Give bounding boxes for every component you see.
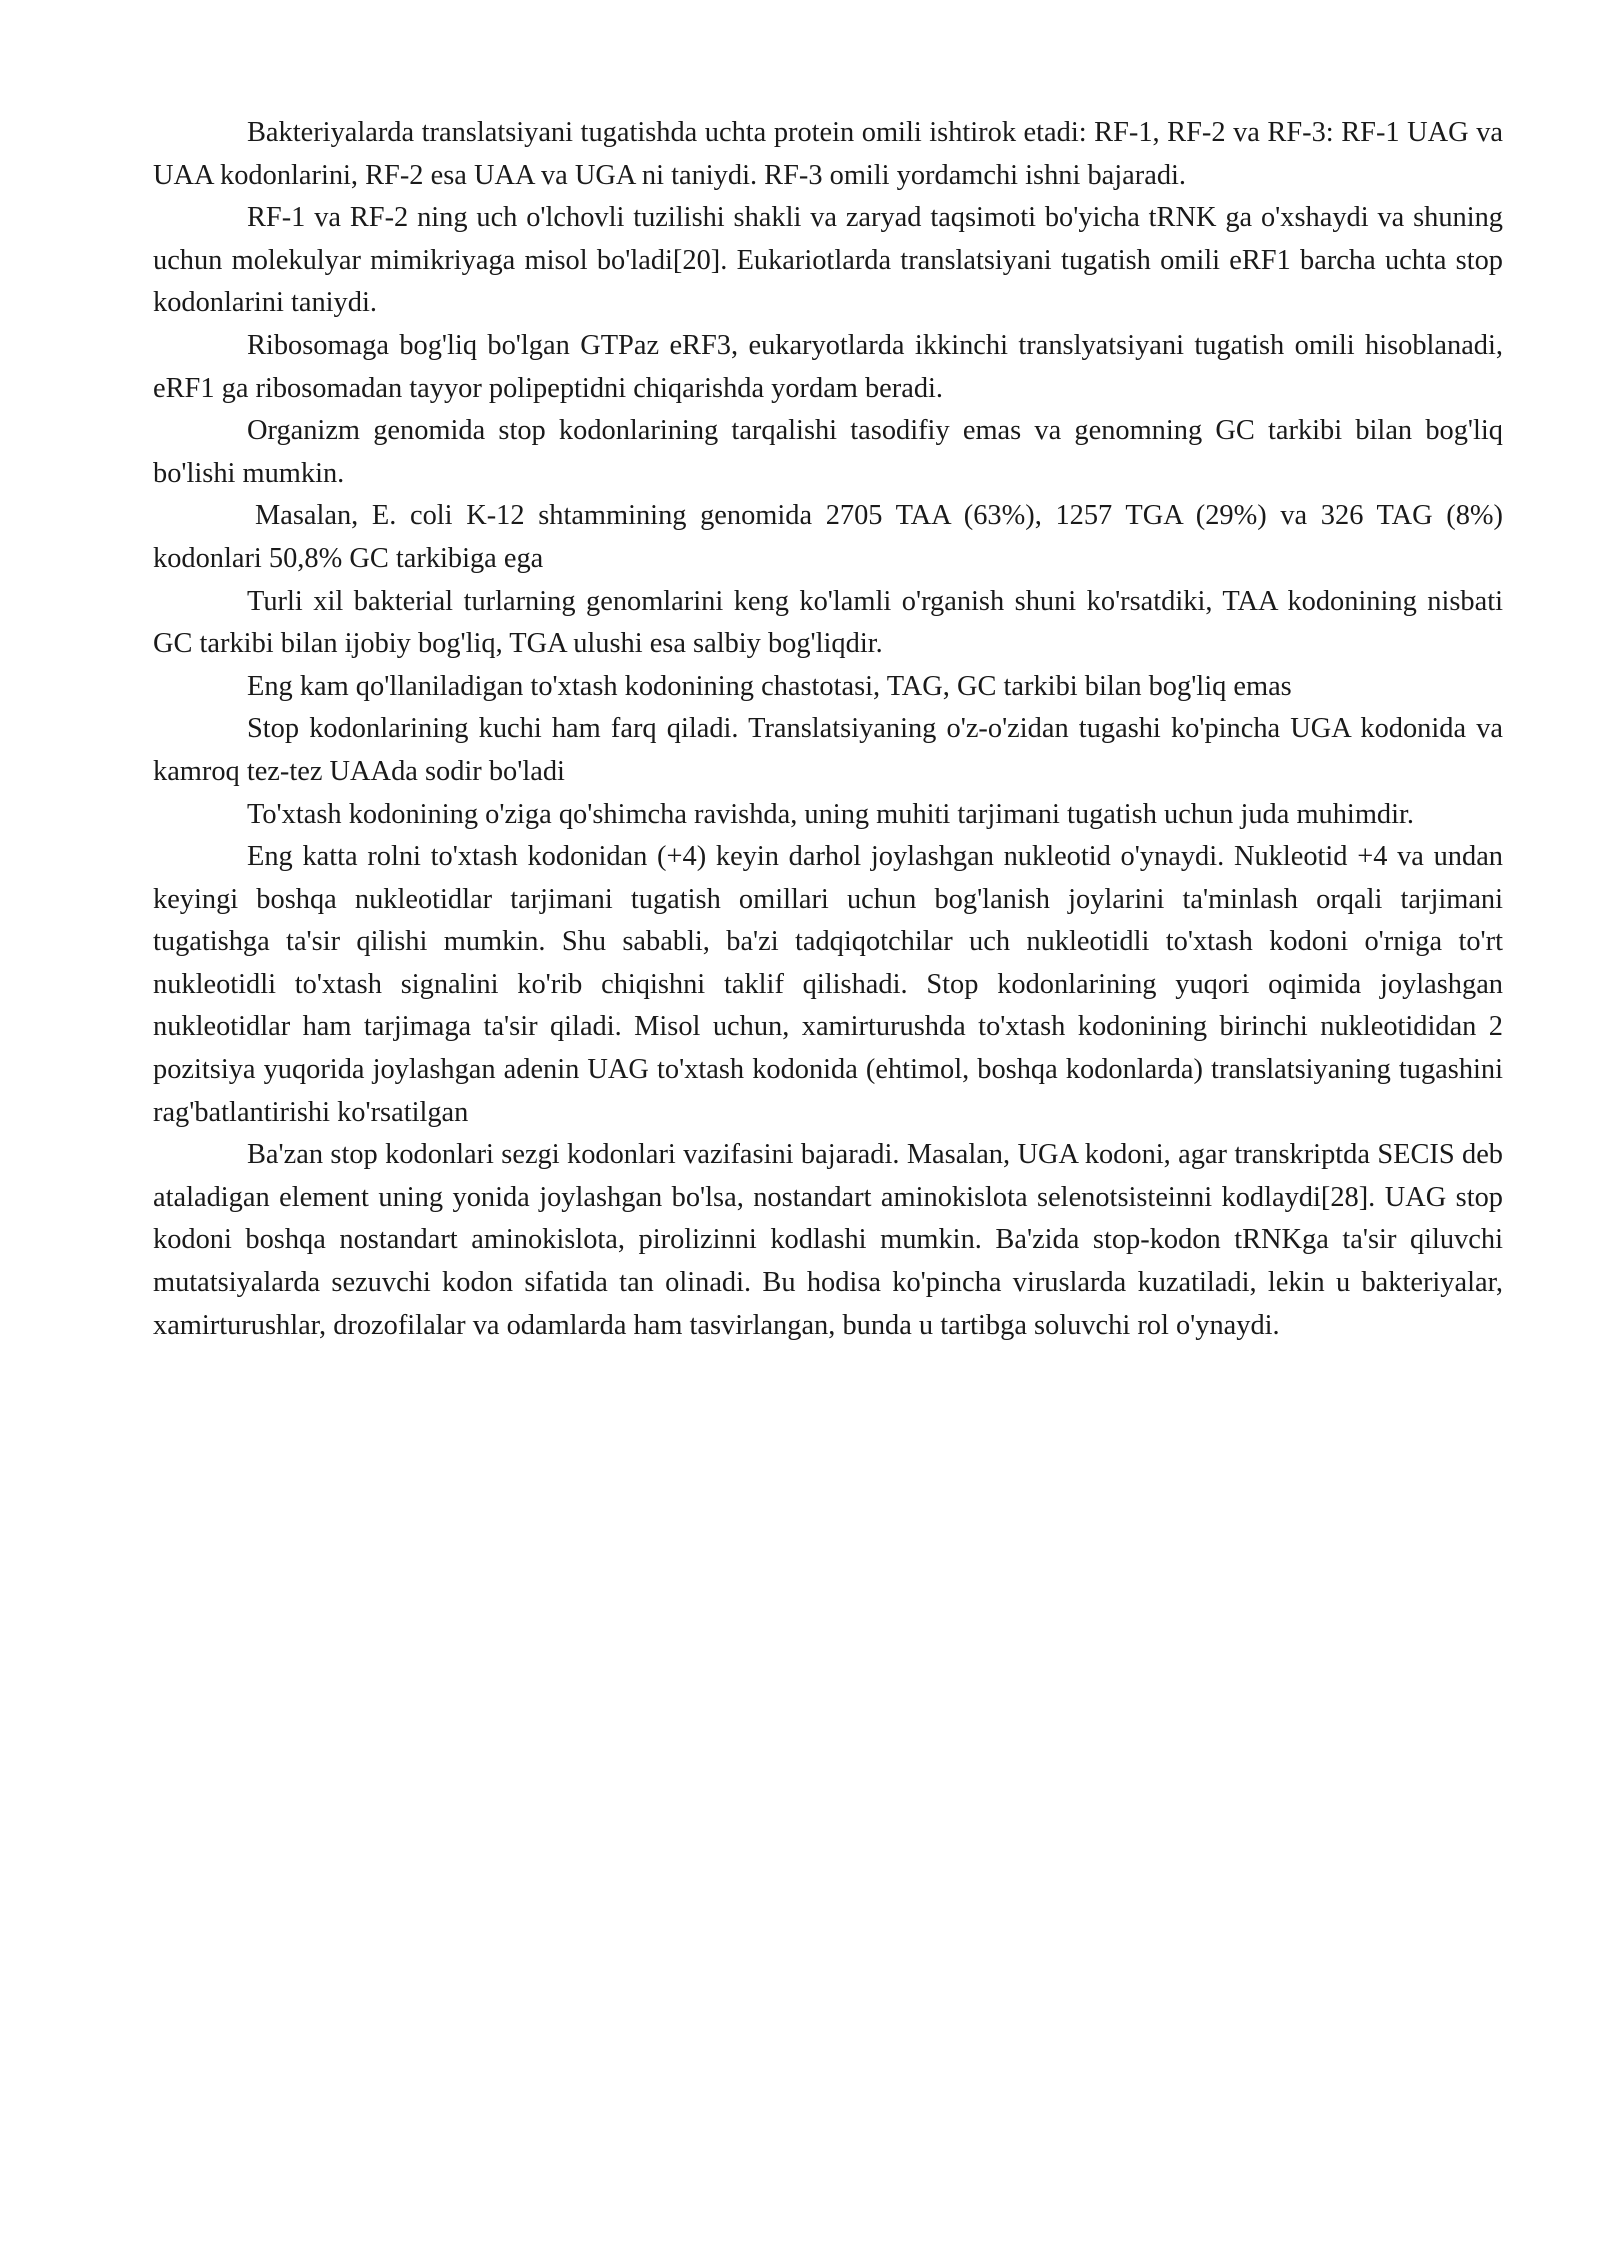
paragraph-release-factors: Bakteriyalarda translatsiyani tugatishda uchta protein omili ishtirok etadi: RF-1, RF-2 va RF-3: RF-1 UAG va UAA kodonlarini, RF-2 esa UAA va UGA ni taniydi. RF-3 omili yordamchi ishni bajaradi. [153,117,1503,191]
paragraph-stop-codon-distribution: Organizm genomida stop kodonlarining tarqalishi tasodifiy emas va genomning GC tarkibi bilan bog'liq bo'lishi mumkin. [153,415,1503,489]
paragraph-ecoli-example: Masalan, E. coli K-12 shtammining genomida 2705 TAA (63%), 1257 TGA (29%) va 326 TAG (8%) kodonlari 50,8% GC tarkibiga ega [153,500,1503,574]
paragraph-codon-strength: Stop kodonlarining kuchi ham farq qiladi. Translatsiyaning o'z-o'zidan tugashi ko'pincha UGA kodonida va kamroq tez-tez UAAda sodir bo'ladi [153,713,1503,787]
paragraph-erf3: Ribosomaga bog'liq bo'lgan GTPaz eRF3, eukaryotlarda ikkinchi translyatsiyani tugatish omili hisoblanadi, eRF1 ga ribosomadan tayyor polipeptidni chiqarishda yordam beradi. [153,329,1503,404]
paragraph-tag-frequency: Eng kam qo'llaniladigan to'xtash kodonining chastotasi, TAG, GC tarkibi bilan bog'liq emas [247,670,1292,702]
paragraph-molecular-mimicry: RF-1 va RF-2 ning uch o'lchovli tuzilishi shakli va zaryad taqsimoti bo'yicha tRNK ga o'xshaydi va shuning uchun molekulyar mimikriyaga misol bo'ladi[20]. Eukariotlarda translatsiyani tugatish omili eRF1 barcha uchta stop kodonlarini taniydi. [153,202,1503,319]
paragraph-plus-four-nucleotide: Eng katta rolni to'xtash kodonidan (+4) keyin darhol joylashgan nukleotid o'ynaydi. Nukleotid +4 va undan keyingi boshqa nukleotidlar tarjimani tugatish omillari uchun bog'lanish joylarini ta'minlash orqali tarjimani tugatishga ta'sir qilishi mumkin. Shu sababli, ba'zi tadqiqotchilar uch nukleotidli to'xtash kodoni o'rniga to'rt nukleotidli to'xtash signalini ko'rib chiqishni taklif qilishadi. Stop kodonlarining yuqori oqimida joylashgan nukleotidlar ham tarjimaga ta'sir qiladi. Misol uchun, xamirturushda to'xtash kodonining birinchi nukleotididan 2 pozitsiya yuqorida joylashgan adenin UAG to'xtash kodonida (ehtimol, boshqa kodonlarda) translatsiyaning tugashini rag'batlantirishi ko'rsatilgan [153,841,1503,1128]
paragraph-sense-codons: Ba'zan stop kodonlari sezgi kodonlari vazifasini bajaradi. Masalan, UGA kodoni, agar transkriptda SECIS deb ataladigan element uning yonida joylashgan bo'lsa, nostandart aminokislota selenotsisteinni kodlaydi[28]. UAG stop kodoni boshqa nostandart aminokislota, pirolizinni kodlashi mumkin. Ba'zida stop-kodon tRNKga ta'sir qiluvchi mutatsiyalarda sezuvchi kodon sifatida tan olinadi. Bu hodisa ko'pincha viruslarda kuzatiladi, lekin u bakteriyalar, xamirturushlar, drozofilalar va odamlarda ham tasvirlangan, bunda u tartibga soluvchi rol o'ynaydi. [153,1139,1503,1341]
document-page [153,112,1503,1347]
paragraph-codon-context: To'xtash kodonining o'ziga qo'shimcha ravishda, uning muhiti tarjimani tugatish uchun juda muhimdir. [247,798,1414,830]
paragraph-bacterial-genomes: Turli xil bakterial turlarning genomlarini keng ko'lamli o'rganish shuni ko'rsatdiki, TAA kodonining nisbati GC tarkibi bilan ijobiy bog'liq, TGA ulushi esa salbiy bog'liqdir. [153,585,1503,660]
